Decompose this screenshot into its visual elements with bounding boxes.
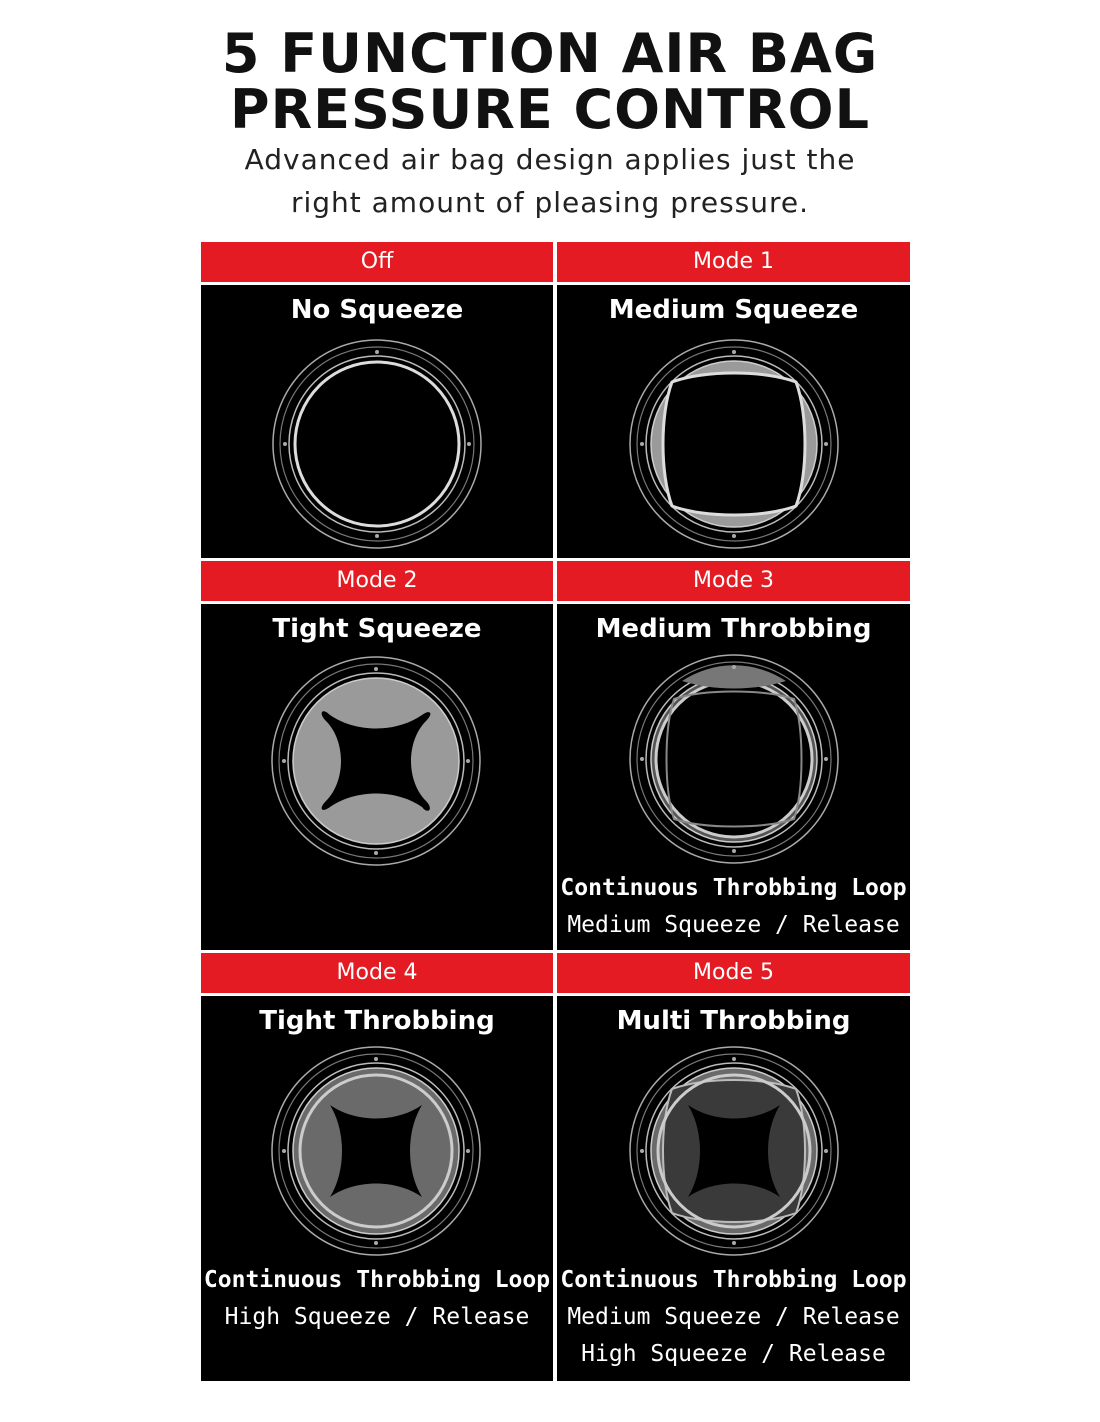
panel-mode-1: [557, 285, 910, 558]
loop-description: [557, 870, 910, 944]
mode-title: Tight Throbbing: [259, 1006, 495, 1036]
loop-description: [557, 1262, 910, 1373]
loop-title: Continuous Throbbing Loop: [203, 1267, 551, 1293]
tight-throbbing-diagram: [271, 1046, 481, 1256]
panel-mode-2: [201, 604, 553, 950]
loop-line-1: Medium Squeeze / Release: [567, 912, 900, 938]
no-squeeze-diagram: [272, 339, 482, 549]
medium-throbbing-diagram: [629, 654, 839, 864]
tab-off: Off: [201, 242, 553, 282]
panel-mode-4: [201, 996, 553, 1381]
mode-title: Medium Squeeze: [608, 295, 859, 325]
multi-throbbing-diagram: [629, 1046, 839, 1256]
tab-mode-2: Mode 2: [201, 561, 553, 601]
tab-mode-1: Mode 1: [557, 242, 910, 282]
mode-title: Multi Throbbing: [616, 1006, 851, 1036]
panel-mode-3: [557, 604, 910, 950]
subtitle-line2: right amount of pleasing pressure.: [290, 186, 810, 219]
tab-mode-3: Mode 3: [557, 561, 910, 601]
loop-description: [201, 1262, 553, 1336]
subtitle-line1: Advanced air bag design applies just the: [244, 143, 856, 176]
page-title-line2: PRESSURE CONTROL: [230, 78, 870, 141]
mode-title: No Squeeze: [290, 295, 464, 325]
mode-title: Medium Throbbing: [595, 614, 872, 644]
mode-title: Tight Squeeze: [272, 614, 482, 644]
loop-line-1: High Squeeze / Release: [224, 1304, 530, 1330]
page-title-line1: 5 FUNCTION AIR BAG: [221, 22, 879, 85]
loop-title: Continuous Throbbing Loop: [560, 875, 907, 901]
tab-mode-4: Mode 4: [201, 953, 553, 993]
tab-mode-5: Mode 5: [557, 953, 910, 993]
loop-title: Continuous Throbbing Loop: [560, 1267, 907, 1293]
tight-squeeze-diagram: [271, 656, 481, 866]
panel-mode-5: [557, 996, 910, 1381]
panel-off: [201, 285, 553, 558]
loop-line-1: Medium Squeeze / Release: [567, 1304, 900, 1330]
loop-line-2: High Squeeze / Release: [581, 1341, 886, 1367]
medium-squeeze-diagram: [629, 339, 839, 549]
